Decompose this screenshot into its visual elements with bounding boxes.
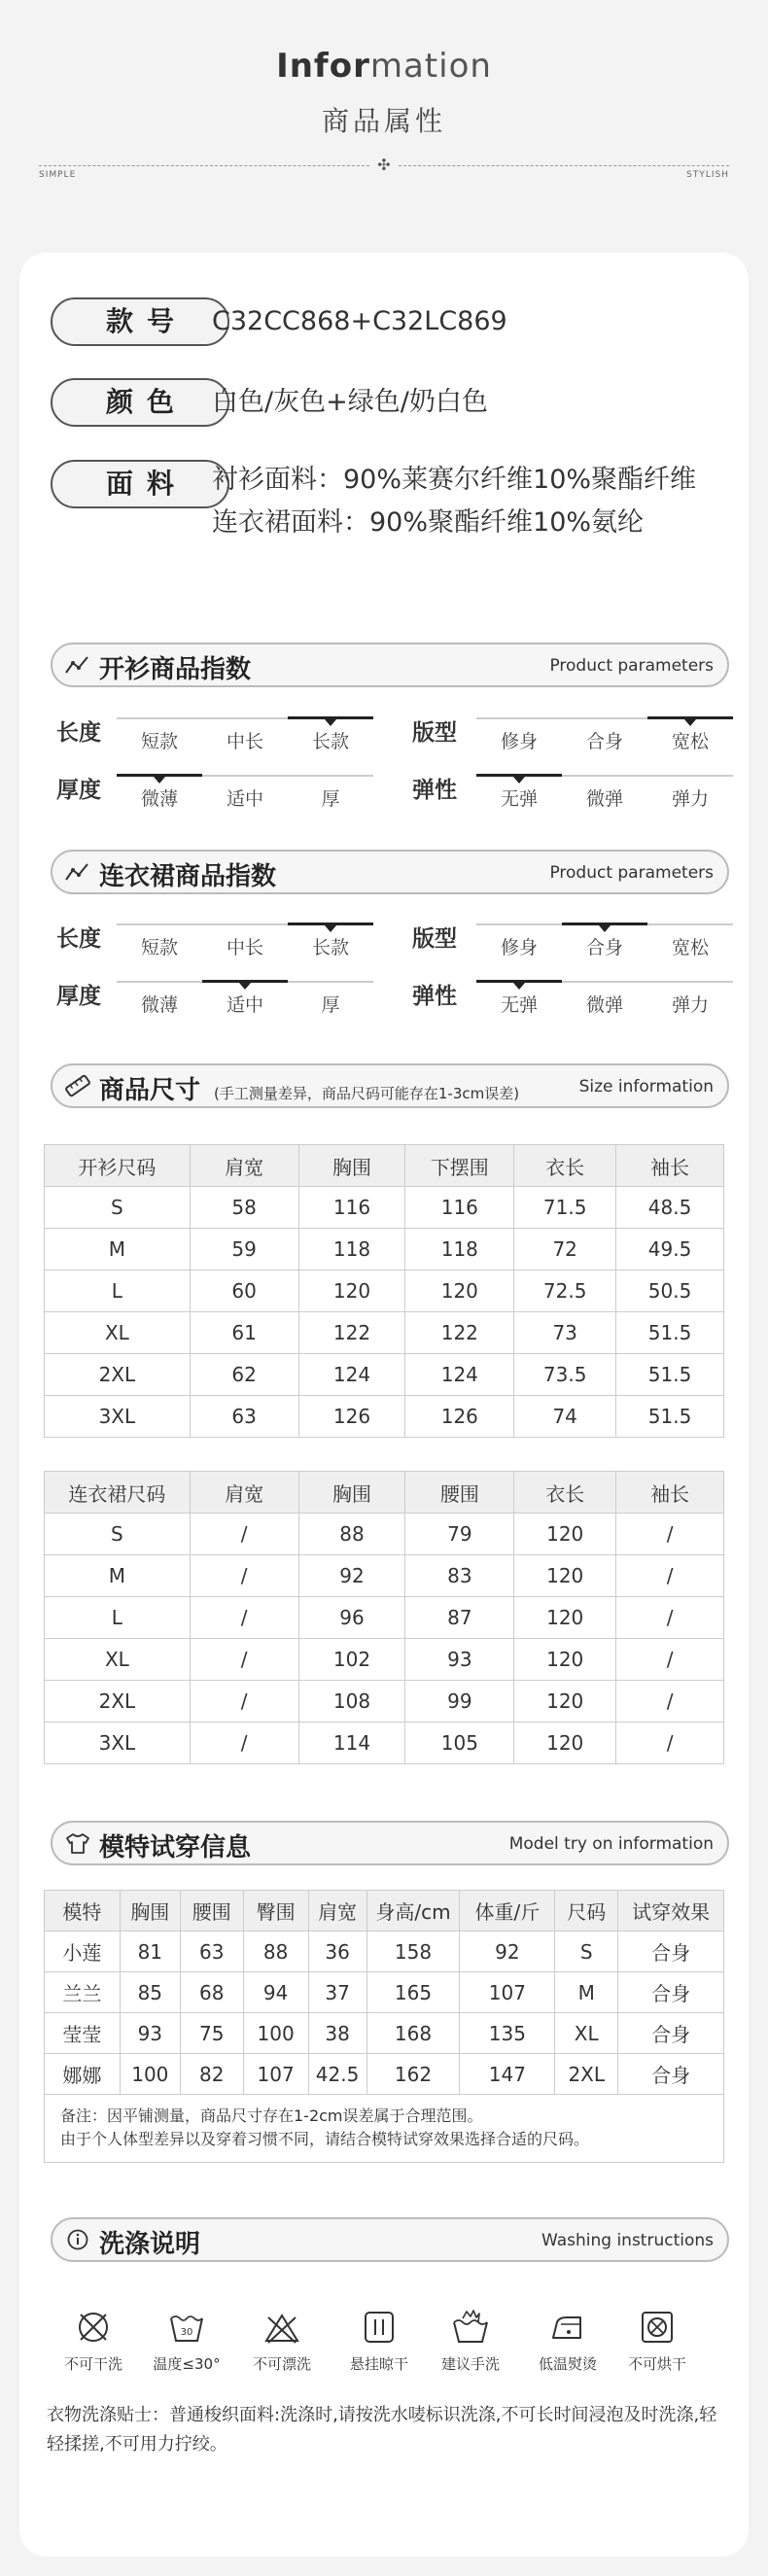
- shirt-icon: [64, 1831, 91, 1855]
- index-option: 短款: [140, 937, 178, 958]
- style-no-value: C32CC868+C32LC869: [212, 306, 507, 336]
- model-note-line-1: 备注：因平铺测量，商品尺寸存在1-2cm误差属于合理范围。: [60, 2106, 483, 2125]
- table-cell: 120: [514, 1597, 616, 1639]
- no-bleach-icon: [263, 2309, 300, 2346]
- table-cell: 37: [308, 1972, 367, 2013]
- info-icon: [64, 2228, 91, 2251]
- table-cell: 71.5: [514, 1187, 616, 1229]
- table-cell: /: [190, 1597, 298, 1639]
- table-header-cell: 衣长: [514, 1145, 616, 1187]
- table-header-cell: 胸围: [120, 1891, 180, 1932]
- index-option: 微弹: [585, 788, 623, 810]
- table-cell: 59: [190, 1229, 298, 1271]
- table-cell: 62: [190, 1354, 298, 1396]
- table-cell: 50.5: [616, 1271, 724, 1312]
- size-note: (手工测量差异，商品尺码可能存在1-3cm误差): [214, 1085, 520, 1102]
- model-en: Model try on information: [508, 1834, 714, 1854]
- wash-item: [521, 2309, 614, 2374]
- size-title: [99, 1070, 519, 1106]
- size-title-text: 商品尺寸: [99, 1076, 201, 1105]
- table-row: [45, 1271, 724, 1312]
- table-header-cell: 试穿效果: [618, 1891, 724, 1932]
- table-cell: 108: [298, 1681, 405, 1723]
- shirt-index-en: Product parameters: [549, 656, 714, 676]
- table-row: [45, 1639, 724, 1681]
- header-left-caption: SIMPLE: [39, 170, 77, 180]
- table-cell: 小莲: [45, 1932, 121, 1972]
- table-cell: 36: [308, 1932, 367, 1972]
- table-cell: 合身: [618, 2013, 724, 2054]
- index-option: 厚: [321, 994, 340, 1016]
- svg-text:30: 30: [180, 2327, 193, 2338]
- table-cell: 38: [308, 2013, 367, 2054]
- table-cell: 116: [298, 1187, 405, 1229]
- table-cell: 88: [298, 1514, 405, 1555]
- table-cell: /: [616, 1639, 724, 1681]
- table-cell: 135: [460, 2013, 555, 2054]
- table-cell: 68: [180, 1972, 243, 2013]
- table-cell: 83: [405, 1555, 514, 1597]
- table-header-cell: 胸围: [298, 1472, 405, 1514]
- table-cell: 2XL: [45, 1354, 191, 1396]
- table-cell: M: [45, 1229, 191, 1271]
- table-row: [45, 1187, 724, 1229]
- index-option: 修身: [500, 937, 538, 958]
- wash-item: [611, 2309, 704, 2374]
- dress-index-header: [51, 850, 729, 894]
- table-cell: 74: [514, 1396, 616, 1438]
- table-cell: /: [190, 1555, 298, 1597]
- table-cell: 107: [243, 2054, 308, 2095]
- table-header-cell: 下摆围: [405, 1145, 514, 1187]
- table-cell: 58: [190, 1187, 298, 1229]
- table-cell: 合身: [618, 1972, 724, 2013]
- table-row: [45, 1396, 724, 1438]
- table-cell: /: [616, 1681, 724, 1723]
- table-cell: M: [555, 1972, 618, 2013]
- table-cell: XL: [555, 2013, 618, 2054]
- index-marker-icon: [684, 719, 696, 726]
- table-cell: 107: [460, 1972, 555, 2013]
- index-option: 合身: [585, 937, 623, 958]
- table-cell: 147: [460, 2054, 555, 2095]
- table-cell: 2XL: [45, 1681, 191, 1723]
- index-label: 版型: [412, 720, 457, 746]
- table-cell: 120: [298, 1271, 405, 1312]
- table-cell: 72: [514, 1229, 616, 1271]
- table-cell: 娜娜: [45, 2054, 121, 2095]
- table-cell: 168: [367, 2013, 460, 2054]
- size-en: Size information: [578, 1077, 714, 1097]
- table-cell: S: [45, 1514, 191, 1555]
- table-cell: 85: [120, 1972, 180, 2013]
- table-header-cell: 体重/斤: [460, 1891, 555, 1932]
- table-header-cell: 肩宽: [190, 1472, 298, 1514]
- no-tumble-dry-icon: [639, 2309, 676, 2346]
- table-cell: 79: [405, 1514, 514, 1555]
- shirt-index-header: [51, 643, 729, 687]
- table-header-cell: 身高/cm: [367, 1891, 460, 1932]
- wash-item: [47, 2309, 140, 2374]
- hang-dry-icon: [361, 2309, 398, 2346]
- index-label: 弹性: [412, 778, 457, 803]
- table-cell: XL: [45, 1312, 191, 1354]
- table-cell: 2XL: [555, 2054, 618, 2095]
- index-option: 无弹: [500, 788, 538, 810]
- index-marker-icon: [599, 925, 611, 932]
- index-option: 宽松: [671, 937, 709, 958]
- table-cell: 122: [298, 1312, 405, 1354]
- table-header-cell: 臀围: [243, 1891, 308, 1932]
- fabric-value-2: 连衣裙面料：90%聚酯纤维10%氨纶: [212, 507, 645, 538]
- table-cell: 82: [180, 2054, 243, 2095]
- table-row: [45, 1354, 724, 1396]
- table-header-cell: 胸围: [298, 1145, 405, 1187]
- header-title: [0, 47, 768, 86]
- header-divider-left: [39, 165, 369, 166]
- table-cell: 81: [120, 1932, 180, 1972]
- table-header-cell: 腰围: [180, 1891, 243, 1932]
- table-row: [45, 1681, 724, 1723]
- table-header-cell: 尺码: [555, 1891, 618, 1932]
- table-cell: 105: [405, 1723, 514, 1764]
- table-cell: 96: [298, 1597, 405, 1639]
- table-cell: 120: [514, 1681, 616, 1723]
- index-option: 适中: [226, 994, 263, 1016]
- table-row: [45, 1723, 724, 1764]
- trend-icon: [64, 653, 91, 677]
- table-cell: 60: [190, 1271, 298, 1312]
- color-label: 颜色: [51, 378, 229, 427]
- index-option: 修身: [500, 731, 538, 752]
- table-cell: 165: [367, 1972, 460, 2013]
- table-cell: 合身: [618, 2054, 724, 2095]
- low-iron-icon: [547, 2309, 588, 2346]
- table-row: [45, 1229, 724, 1271]
- size-header: [51, 1063, 729, 1108]
- table-cell: 100: [243, 2013, 308, 2054]
- table-row: [45, 2054, 724, 2095]
- table-cell: 126: [298, 1396, 405, 1438]
- table-header-cell: 衣长: [514, 1472, 616, 1514]
- index-option: 短款: [140, 731, 178, 752]
- table-cell: 92: [298, 1555, 405, 1597]
- table-cell: S: [555, 1932, 618, 1972]
- table-cell: 93: [120, 2013, 180, 2054]
- table-header-row: [45, 1891, 724, 1932]
- wash-item: [140, 2309, 233, 2374]
- table-row: [45, 1972, 724, 2013]
- index-option: 微薄: [140, 994, 178, 1016]
- table-cell: 兰兰: [45, 1972, 121, 2013]
- table-cell: L: [45, 1597, 191, 1639]
- index-option: 无弹: [500, 994, 538, 1016]
- table-cell: /: [190, 1514, 298, 1555]
- table-cell: 93: [405, 1639, 514, 1681]
- wash-title: 洗涤说明: [99, 2230, 201, 2259]
- wash-header: [51, 2217, 729, 2262]
- hand-wash-icon: [450, 2309, 491, 2346]
- fabric-value-1: 衬衫面料：90%莱赛尔纤维10%聚酯纤维: [212, 465, 697, 495]
- index-marker-icon: [239, 983, 251, 990]
- table-header-row: [45, 1145, 724, 1187]
- wash-item: [332, 2309, 426, 2374]
- table-cell: 158: [367, 1932, 460, 1972]
- fabric-label: 面料: [51, 460, 229, 508]
- table-cell: 88: [243, 1932, 308, 1972]
- table-header-cell: 袖长: [616, 1145, 724, 1187]
- table-cell: L: [45, 1271, 191, 1312]
- table-header-row: [45, 1472, 724, 1514]
- table-cell: /: [616, 1514, 724, 1555]
- model-note: [44, 2095, 724, 2163]
- table-cell: 120: [405, 1271, 514, 1312]
- table-cell: 75: [180, 2013, 243, 2054]
- table-cell: 100: [120, 2054, 180, 2095]
- table-cell: 莹莹: [45, 2013, 121, 2054]
- wash-label: 低温熨烫: [538, 2355, 597, 2373]
- index-label: 厚度: [56, 984, 101, 1009]
- table-cell: 102: [298, 1639, 405, 1681]
- table-header-cell: 腰围: [405, 1472, 514, 1514]
- wash-en: Washing instructions: [541, 2231, 714, 2250]
- table-cell: 120: [514, 1514, 616, 1555]
- table-cell: 87: [405, 1597, 514, 1639]
- table-row: [45, 1597, 724, 1639]
- table-row: [45, 2013, 724, 2054]
- table-cell: 73.5: [514, 1354, 616, 1396]
- index-option: 长款: [311, 937, 349, 958]
- wash-item: [424, 2309, 517, 2374]
- table-cell: 63: [180, 1932, 243, 1972]
- table-cell: S: [45, 1187, 191, 1229]
- table-cell: /: [616, 1597, 724, 1639]
- table-cell: 126: [405, 1396, 514, 1438]
- wash-30-icon: [168, 2309, 205, 2346]
- table-header-cell: 肩宽: [190, 1145, 298, 1187]
- table-cell: /: [190, 1723, 298, 1764]
- table-cell: M: [45, 1555, 191, 1597]
- table-cell: 48.5: [616, 1187, 724, 1229]
- model-note-line-2: 由于个人体型差异以及穿着习惯不同，请结合模特试穿效果选择合适的尺码。: [60, 2130, 590, 2148]
- table-cell: 120: [514, 1555, 616, 1597]
- index-marker-icon: [325, 719, 336, 726]
- index-option: 中长: [226, 937, 263, 958]
- index-option: 长款: [311, 731, 349, 752]
- table-cell: 73: [514, 1312, 616, 1354]
- index-marker-icon: [154, 777, 165, 783]
- index-label: 厚度: [56, 778, 101, 803]
- shirt-index-title: 开衫商品指数: [99, 655, 252, 684]
- table-cell: /: [190, 1639, 298, 1681]
- model-header: [51, 1821, 729, 1865]
- index-option: 弹力: [671, 994, 709, 1016]
- table-header-cell: 模特: [45, 1891, 121, 1932]
- index-option: 中长: [226, 731, 263, 752]
- table-cell: 51.5: [616, 1354, 724, 1396]
- table-cell: 合身: [618, 1932, 724, 1972]
- table-cell: 63: [190, 1396, 298, 1438]
- index-label: 长度: [56, 720, 101, 746]
- index-option: 弹力: [671, 788, 709, 810]
- table-cell: 51.5: [616, 1312, 724, 1354]
- wash-label: 悬挂晾干: [349, 2355, 408, 2373]
- index-option: 宽松: [671, 731, 709, 752]
- table-cell: 99: [405, 1681, 514, 1723]
- table-row: [45, 1932, 724, 1972]
- table-cell: /: [616, 1723, 724, 1764]
- table-header-cell: 肩宽: [308, 1891, 367, 1932]
- table-cell: /: [616, 1555, 724, 1597]
- table-cell: 42.5: [308, 2054, 367, 2095]
- dress-size-table: [44, 1471, 724, 1764]
- table-cell: 114: [298, 1723, 405, 1764]
- model-title: 模特试穿信息: [99, 1833, 252, 1862]
- header-divider-right: [399, 165, 729, 166]
- wash-label: 建议手洗: [440, 2355, 500, 2373]
- table-cell: 116: [405, 1187, 514, 1229]
- index-option: 微薄: [140, 788, 178, 810]
- table-row: [45, 1555, 724, 1597]
- model-table: [44, 1890, 724, 2095]
- index-label: 长度: [56, 926, 101, 952]
- index-label: 版型: [412, 926, 457, 952]
- table-cell: 118: [405, 1229, 514, 1271]
- table-cell: 120: [514, 1723, 616, 1764]
- wash-tip: 衣物洗涤贴士：普通梭织面料:洗涤时,请按洗水唛标识洗涤,不可长时间浸泡及时洗涤,轻轻揉搓,不可用力拧绞。: [47, 2405, 717, 2454]
- index-marker-icon: [513, 777, 525, 783]
- index-option: 合身: [585, 731, 623, 752]
- wash-label: 温度≤30°: [153, 2355, 221, 2373]
- style-no-label: 款号: [51, 297, 229, 346]
- table-row: [45, 1514, 724, 1555]
- table-header-cell: 连衣裙尺码: [45, 1472, 191, 1514]
- table-cell: XL: [45, 1639, 191, 1681]
- table-cell: 51.5: [616, 1396, 724, 1438]
- dress-index-en: Product parameters: [549, 863, 714, 883]
- table-cell: 162: [367, 2054, 460, 2095]
- table-cell: 120: [514, 1639, 616, 1681]
- wash-label: 不可烘干: [627, 2355, 686, 2373]
- table-cell: 118: [298, 1229, 405, 1271]
- index-option: 微弹: [585, 994, 623, 1016]
- index-label: 弹性: [412, 984, 457, 1009]
- index-marker-icon: [325, 925, 336, 932]
- table-header-cell: 袖长: [616, 1472, 724, 1514]
- header-right-caption: STYLISH: [686, 170, 729, 180]
- wash-label: 不可干洗: [63, 2355, 122, 2373]
- index-marker-icon: [513, 983, 525, 990]
- color-value: 白色/灰色+绿色/奶白色: [212, 387, 488, 417]
- table-cell: 3XL: [45, 1723, 191, 1764]
- table-cell: 124: [405, 1354, 514, 1396]
- ornament-icon: ✣: [377, 156, 391, 174]
- table-cell: 49.5: [616, 1229, 724, 1271]
- header-subtitle: 商品属性: [321, 105, 446, 137]
- table-cell: 92: [460, 1932, 555, 1972]
- table-cell: /: [190, 1681, 298, 1723]
- table-header-cell: 开衫尺码: [45, 1145, 191, 1187]
- table-cell: 3XL: [45, 1396, 191, 1438]
- table-cell: 122: [405, 1312, 514, 1354]
- table-cell: 124: [298, 1354, 405, 1396]
- table-cell: 72.5: [514, 1271, 616, 1312]
- wash-item: [235, 2309, 329, 2374]
- table-cell: 94: [243, 1972, 308, 2013]
- wash-label: 不可漂洗: [252, 2355, 311, 2373]
- shirt-size-table: [44, 1144, 724, 1438]
- ruler-icon: [64, 1074, 91, 1097]
- no-dry-clean-icon: [75, 2309, 112, 2346]
- table-cell: 61: [190, 1312, 298, 1354]
- index-option: 厚: [321, 788, 340, 810]
- index-option: 适中: [226, 788, 263, 810]
- trend-icon: [64, 860, 91, 884]
- header-title-bold: Infor: [276, 47, 370, 86]
- header-title-light: mation: [369, 47, 492, 86]
- page-header: [0, 0, 768, 194]
- dress-index-title: 连衣裙商品指数: [99, 862, 277, 891]
- table-row: [45, 1312, 724, 1354]
